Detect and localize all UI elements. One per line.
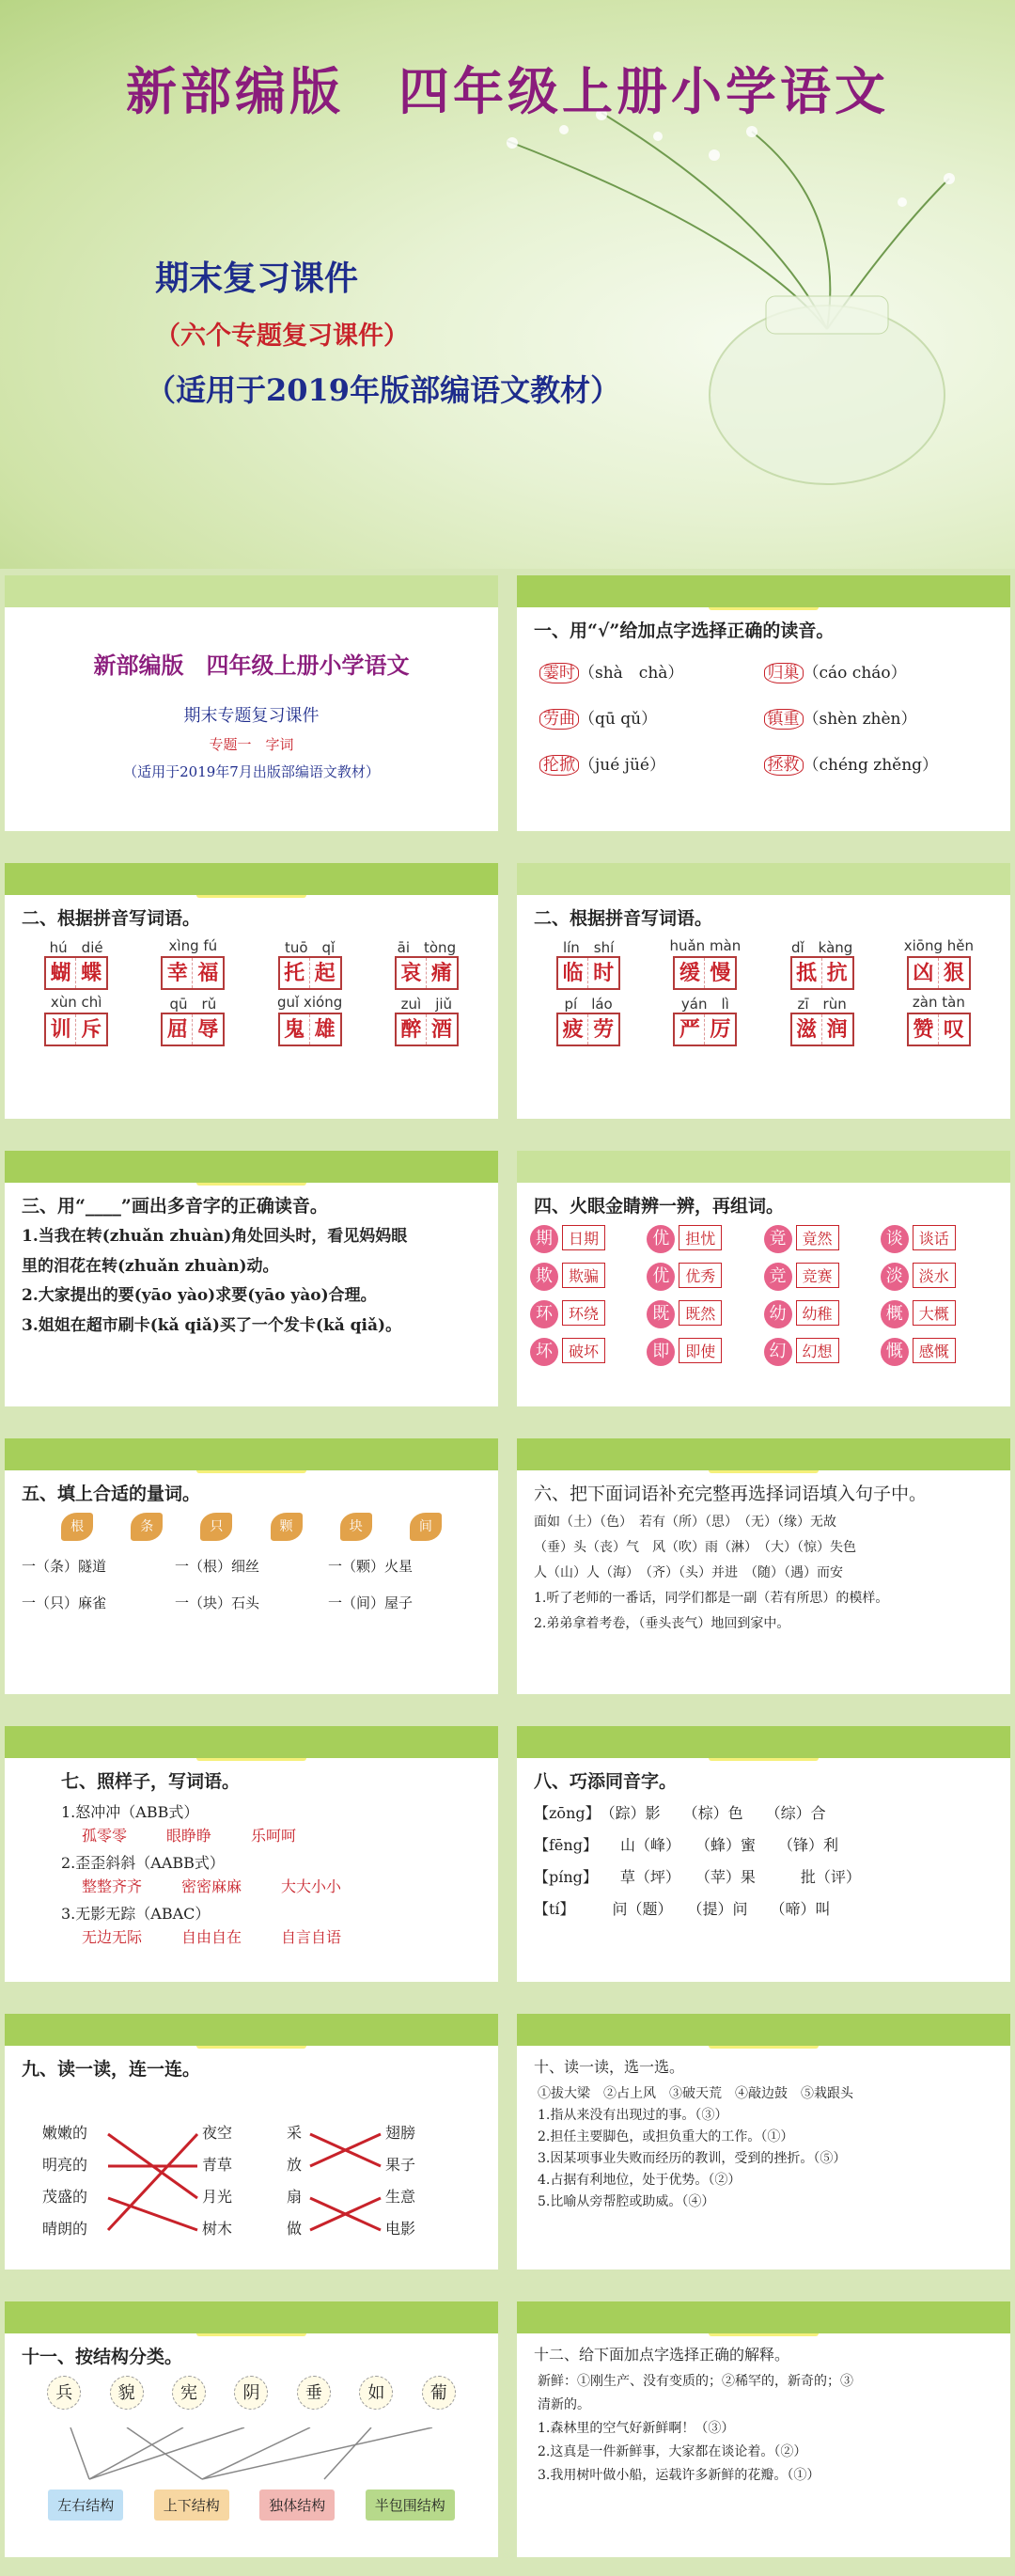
character-grid [790, 1013, 854, 1046]
pinyin: hú dié [49, 939, 103, 956]
distinguish-item [764, 1263, 881, 1291]
character: 厉 [710, 1017, 731, 1042]
slide-banner: 字词复习 [517, 2016, 1010, 2049]
category-label: 半包围结构 [366, 2490, 455, 2521]
answer: 自言自语 [281, 1928, 342, 1946]
category-label: 左右结构 [48, 2490, 123, 2521]
word-box: 既然 [679, 1300, 722, 1326]
cover-note: （六个专题复习课件） [155, 322, 409, 351]
pattern-answers [61, 1824, 498, 1846]
match-word: 树木 [202, 2220, 233, 2238]
character-grid [278, 956, 342, 990]
word-box: 竞赛 [796, 1263, 839, 1288]
slide-heading: 四、火眼金睛辨一辨，再组词。 [534, 1196, 785, 1217]
distinguish-item [881, 1225, 997, 1253]
word-box: 日期 [562, 1225, 605, 1250]
text-line: 2.大家提出的要(yāo yào)求要(yāo yào)合理。 [22, 1286, 377, 1305]
pattern-answers [61, 1925, 498, 1947]
slide-banner: 字词复习 [5, 1728, 498, 1761]
slide-heading: 二、根据拼音写词语。 [22, 908, 201, 929]
word-box: 竟然 [796, 1225, 839, 1250]
character-dot: 欺 [530, 1263, 558, 1291]
match-word: 果子 [385, 2156, 416, 2174]
cover-applicable: （适用于2019年版部编语文教材） [146, 372, 621, 408]
options: ①拔大梁 ②占上风 ③破天荒 ④敲边鼓 ⑤栽跟头 [538, 2086, 853, 2101]
word-box: 优秀 [679, 1263, 722, 1288]
slide-structure [5, 2301, 498, 2557]
character: 凶 [909, 958, 939, 988]
pinyin-item [368, 994, 485, 1046]
character: 屈 [163, 1014, 193, 1045]
pinyin: dǐ kàng [790, 939, 853, 956]
text-line: 【tí】 问（题） （提）问 （啼）叫 [534, 1900, 831, 1918]
character-badge: 貌 [110, 2376, 144, 2410]
text-line: 面如（土）（色） 若有（所）（思） （无）（缘）无故 [534, 1515, 836, 1530]
pinyin-item [647, 937, 763, 990]
leaf-icon: 块 [340, 1513, 372, 1541]
match-word: 生意 [385, 2188, 416, 2206]
character: 疲 [558, 1014, 588, 1045]
pinyin: huǎn màn [669, 937, 742, 954]
character: 蝶 [81, 961, 102, 985]
answer: 整整齐齐 [82, 1877, 143, 1895]
pinyin-item [368, 937, 485, 990]
measure-item: 一（颗）火星 [328, 1558, 414, 1575]
character-grid [790, 956, 854, 990]
answer: 乐呵呵 [251, 1827, 297, 1845]
distinguish-item [764, 1338, 881, 1366]
character-grid [161, 956, 225, 990]
word-box: 即使 [679, 1338, 722, 1363]
character-grid [44, 956, 108, 990]
word-box: 淡水 [913, 1263, 956, 1288]
slide-matching [5, 2014, 498, 2270]
match-word: 翅膀 [385, 2124, 416, 2142]
character-dot: 概 [881, 1300, 909, 1328]
text-line: 2.弟弟拿着考卷，（垂头丧气）地回到家中。 [534, 1616, 790, 1631]
distinguish-item [647, 1338, 763, 1366]
text-line: 1.指从来没有出现过的事。（③） [538, 2108, 728, 2123]
match-word: 嫩嫩的 [42, 2124, 88, 2142]
pinyin: yán lì [680, 996, 729, 1013]
slide-word-patterns [5, 1726, 498, 1982]
word-box: 担忧 [679, 1225, 722, 1250]
character-dot: 幼 [764, 1300, 792, 1328]
character-grid [907, 1013, 971, 1046]
measure-item: 一（块）石头 [175, 1594, 260, 1611]
item: 拯救 （chéng zhěng） [764, 751, 989, 775]
character-grid [907, 956, 971, 990]
slide-title-subtitle: 期末专题复习课件 [183, 706, 320, 726]
measure-item: 一（间）屋子 [328, 1594, 414, 1611]
character: 训 [46, 1014, 76, 1045]
distinguish-item [881, 1338, 997, 1366]
text-line: 3.因某项事业失败而经历的教训，受到的挫折。（⑤） [538, 2151, 847, 2166]
measure-item: 一（根）细丝 [175, 1558, 260, 1575]
pinyin-item [764, 994, 881, 1046]
pinyin: qū rǔ [169, 996, 217, 1013]
slide-heading: 二、根据拼音写词语。 [534, 908, 713, 929]
character-grid [556, 956, 620, 990]
pinyin-item [881, 994, 997, 1046]
text-line: 3.姐姐在超市刷卡(kǎ qiǎ)买了一个发卡(kǎ qiǎ)。 [22, 1315, 402, 1335]
answer: 密密麻麻 [181, 1877, 242, 1895]
slide-banner: 字词复习 [5, 1440, 498, 1473]
slide-banner: 字词复习 [517, 1728, 1010, 1761]
slide-distinguish [517, 1151, 1010, 1406]
character: 斥 [81, 1017, 102, 1042]
word-box: 破坏 [562, 1338, 605, 1363]
slide-choose-idiom [517, 2014, 1010, 2270]
leaf-icon: 根 [61, 1513, 93, 1541]
slide-polyphone [5, 1151, 498, 1406]
distinguish-item [530, 1338, 647, 1366]
character: 严 [675, 1014, 705, 1045]
character-badge: 阴 [234, 2376, 268, 2410]
match-word: 夜空 [202, 2124, 233, 2142]
distinguish-item [647, 1263, 763, 1291]
character-badge: 葡 [422, 2376, 456, 2410]
pinyin-item [18, 994, 134, 1046]
character: 幸 [163, 958, 193, 988]
pinyin-item [252, 994, 368, 1046]
slide-fill-idioms [517, 1438, 1010, 1694]
answer: 孤零零 [82, 1827, 128, 1845]
character-grid [556, 1013, 620, 1046]
pinyin: pí láo [564, 996, 613, 1013]
character: 赞 [909, 1014, 939, 1045]
slide-banner: 字词复习 [5, 2016, 498, 2049]
answer: 大大小小 [281, 1877, 342, 1895]
pinyin: lín shí [562, 939, 615, 956]
distinguish-item [647, 1225, 763, 1253]
text-line: 4.占据有利地位，处于优势。（②） [538, 2173, 742, 2188]
pinyin-item [252, 937, 368, 990]
pattern-answers [61, 1875, 498, 1896]
slide-pinyin-1 [5, 863, 498, 1119]
character-grid [395, 956, 459, 990]
character-dot: 即 [647, 1338, 675, 1366]
leaf-icon: 条 [131, 1513, 163, 1541]
measure-item: 一（条）隧道 [22, 1558, 107, 1575]
text-line: 1.听了老师的一番话，同学们都是一副（若有所思）的模样。 [534, 1591, 889, 1606]
cover-title: 新部编版 四年级上册小学语文 [126, 61, 889, 121]
item: 镇重 （shèn zhèn） [764, 705, 989, 729]
slide-banner: 字词复习 [517, 2303, 1010, 2336]
item: 霎时 （shà chà） [539, 659, 764, 683]
item: 归巢 （cáo cháo） [764, 659, 989, 683]
pinyin-item [881, 937, 997, 990]
pinyin: xùn chì [50, 994, 102, 1011]
slide-heading: 十二、给下面加点字选择正确的解释。 [534, 2346, 790, 2364]
cover-subtitle: 期末复习课件 [155, 259, 359, 298]
pinyin: zuì jiǔ [400, 996, 453, 1013]
character-grid [395, 1013, 459, 1046]
slide-pronunciation [517, 575, 1010, 831]
distinguish-item [647, 1300, 763, 1328]
slide-heading: 八、巧添同音字。 [534, 1771, 678, 1792]
measure-item: 一（只）麻雀 [22, 1594, 107, 1611]
text-line: 3.我用树叶做小船，运载许多新鲜的花瓣。（①） [538, 2468, 820, 2483]
match-word: 采 [287, 2124, 303, 2142]
word-box: 幼稚 [796, 1300, 839, 1326]
slide-heading: 五、填上合适的量词。 [22, 1484, 201, 1504]
character: 哀 [397, 958, 427, 988]
pattern-question: 3.无影无踪（ABAC） [61, 1905, 211, 1923]
match-word: 电影 [385, 2220, 416, 2238]
slide-pinyin-2 [517, 863, 1010, 1119]
text-line: 5.比喻从旁帮腔或助威。（④） [538, 2194, 715, 2209]
character-dot: 期 [530, 1225, 558, 1253]
slide-heading: 九、读一读，连一连。 [22, 2059, 201, 2080]
pinyin-item [530, 937, 647, 990]
character: 酒 [430, 1017, 452, 1042]
pattern-question: 1.怒冲冲（ABB式） [61, 1803, 199, 1821]
character: 鬼 [280, 1014, 310, 1045]
match-word: 茂盛的 [42, 2188, 88, 2206]
character: 抗 [826, 961, 848, 985]
distinguish-item [530, 1225, 647, 1253]
slide-heading: 七、照样子，写词语。 [61, 1771, 241, 1792]
match-word: 放 [287, 2156, 303, 2174]
slide-title [5, 575, 498, 831]
text-line: 2.担任主要脚色，或担负重大的工作。（①） [538, 2129, 794, 2144]
distinguish-item [530, 1263, 647, 1291]
character: 抵 [792, 958, 822, 988]
distinguish-item [881, 1300, 997, 1328]
text-line: 【zōng】 （踪）影 （棕）色 （综）合 [534, 1804, 826, 1822]
character-grid [44, 1013, 108, 1046]
character-dot: 环 [530, 1300, 558, 1328]
match-word: 青草 [202, 2156, 233, 2174]
answer: 无边无际 [82, 1928, 143, 1946]
slide-title-topic: 专题一 字词 [209, 736, 294, 753]
text-line: 【fēng】 山（峰） （蜂）蜜 （锋）利 [534, 1836, 838, 1854]
distinguish-item [764, 1300, 881, 1328]
match-word: 扇 [287, 2188, 303, 2206]
slide-heading: 一、用“√”给加点字选择正确的读音。 [534, 620, 835, 641]
slide-banner: 字词复习 [517, 1440, 1010, 1473]
pinyin-item [647, 994, 763, 1046]
slide-heading: 六、把下面词语补充完整再选择词语填入句子中。 [534, 1484, 928, 1504]
word-box: 欺骗 [562, 1263, 605, 1288]
character-badge: 如 [359, 2376, 393, 2410]
slide-banner: 字词复习 [5, 1153, 498, 1186]
character-badge: 兵 [47, 2376, 81, 2410]
character-dot: 谈 [881, 1225, 909, 1253]
character-dot: 慨 [881, 1338, 909, 1366]
character: 起 [314, 961, 336, 985]
leaf-icon: 只 [200, 1513, 232, 1541]
character-dot: 优 [647, 1263, 675, 1291]
character-grid [161, 1013, 225, 1046]
character: 醉 [397, 1014, 427, 1045]
character: 狠 [943, 961, 964, 985]
pinyin: xiōng hěn [903, 937, 974, 954]
pinyin: zī rùn [797, 996, 847, 1013]
leaf-icon: 颗 [271, 1513, 303, 1541]
character: 叹 [943, 1017, 964, 1042]
character-dot: 坏 [530, 1338, 558, 1366]
pinyin: tuō qǐ [284, 939, 336, 956]
slide-banner: 字词复习 [5, 2303, 498, 2336]
character: 福 [197, 961, 219, 985]
match-word: 做 [287, 2220, 303, 2238]
character: 慢 [710, 961, 731, 985]
text-line: 【píng】 草（坪） （苹）果 批（评） [534, 1868, 861, 1886]
structure-lines [5, 2427, 498, 2484]
slide-title-heading: 新部编版 四年级上册小学语文 [93, 652, 410, 679]
text-line: 2.这真是一件新鲜事，大家都在谈论着。（②） [538, 2444, 807, 2459]
character-dot: 竟 [764, 1225, 792, 1253]
pinyin-item [134, 994, 251, 1046]
slide-measure-words [5, 1438, 498, 1694]
character-grid [278, 1013, 342, 1046]
word-box: 环绕 [562, 1300, 605, 1326]
category-label: 上下结构 [154, 2490, 229, 2521]
text-line: 新鲜：①刚生产、没有变质的；②稀罕的，新奇的；③ [538, 2374, 853, 2389]
match-word: 明亮的 [42, 2156, 88, 2174]
item: 劳曲 （qū qǔ） [539, 705, 764, 729]
text-line: 里的泪花在转(zhuǎn zhuàn)动。 [22, 1256, 279, 1276]
character-dot: 既 [647, 1300, 675, 1328]
slide-meanings [517, 2301, 1010, 2557]
distinguish-item [764, 1225, 881, 1253]
text-line: 人（山）人（海） （齐）（头）并进 （随）（遇）而安 [534, 1565, 843, 1580]
character: 雄 [314, 1017, 336, 1042]
character-dot: 优 [647, 1225, 675, 1253]
character: 润 [826, 1017, 848, 1042]
answer: 眼睁睁 [166, 1827, 212, 1845]
character: 时 [593, 961, 615, 985]
character-dot: 淡 [881, 1263, 909, 1291]
word-box: 幻想 [796, 1338, 839, 1363]
character-grid [673, 956, 737, 990]
distinguish-item [881, 1263, 997, 1291]
slide-homophones [517, 1726, 1010, 1982]
character-dot: 竞 [764, 1263, 792, 1291]
character: 辱 [197, 1017, 219, 1042]
distinguish-item [530, 1300, 647, 1328]
slide-heading: 十一、按结构分类。 [22, 2347, 183, 2367]
slide-banner: 字词复习 [5, 865, 498, 898]
pinyin-item [18, 937, 134, 990]
pinyin-item [530, 994, 647, 1046]
leaf-icon: 间 [410, 1513, 442, 1541]
text-line: （垂）头（丧）气 风（吹）雨（淋） （大）（惊）失色 [534, 1540, 856, 1555]
pattern-question: 2.歪歪斜斜（AABB式） [61, 1854, 225, 1872]
match-word: 晴朗的 [42, 2220, 88, 2238]
character-badge: 宪 [172, 2376, 206, 2410]
slide-banner: 字词复习 [517, 577, 1010, 610]
character: 蝴 [46, 958, 76, 988]
category-label: 独体结构 [259, 2490, 335, 2521]
pinyin-item [134, 937, 251, 990]
match-word: 月光 [202, 2188, 233, 2206]
character: 托 [280, 958, 310, 988]
character: 临 [558, 958, 588, 988]
pinyin-item [764, 937, 881, 990]
text-line: 1.当我在转(zhuǎn zhuàn)角处回头时，看见妈妈眼 [22, 1227, 408, 1246]
answer: 自由自在 [181, 1928, 242, 1946]
cover-slide [0, 0, 1015, 569]
word-box: 大概 [913, 1300, 956, 1326]
item: 抡掀 （jué jüé） [539, 751, 764, 775]
pinyin: xìng fú [168, 937, 218, 954]
character: 缓 [675, 958, 705, 988]
text-line: 清新的。 [538, 2397, 590, 2412]
slide-heading: 十、读一读，选一选。 [534, 2058, 685, 2076]
character-badge: 垂 [297, 2376, 331, 2410]
pinyin: guǐ xióng [277, 994, 343, 1011]
pinyin: zàn tàn [912, 994, 965, 1011]
character-dot: 幻 [764, 1338, 792, 1366]
slide-heading: 三、用“____”画出多音字的正确读音。 [22, 1196, 328, 1217]
character: 滋 [792, 1014, 822, 1045]
character-grid [673, 1013, 737, 1046]
text-line: 1.森林里的空气好新鲜啊！（③） [538, 2421, 735, 2436]
word-box: 感慨 [913, 1338, 956, 1363]
character: 劳 [593, 1017, 615, 1042]
word-box: 谈话 [913, 1225, 956, 1250]
slide-title-note: （适用于2019年7月出版部编语文教材） [123, 763, 380, 780]
character: 痛 [430, 961, 452, 985]
pinyin: āi tòng [397, 939, 457, 956]
